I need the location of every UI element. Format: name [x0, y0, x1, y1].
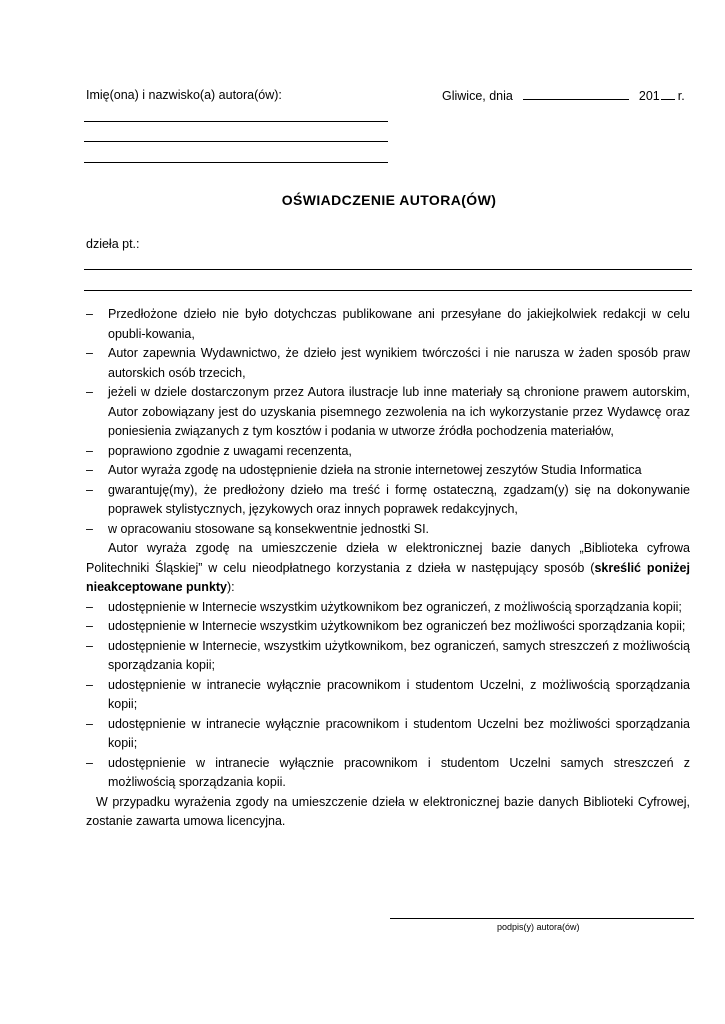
consent-instruction: skreślić poniżej nieakceptowane punkty: [86, 560, 690, 594]
place-date: [442, 88, 685, 103]
license-note: W przypadku wyrażenia zgody na umieszczenie dzieła w elektronicznej bazie danych Biblioteki Cyfrowej, zostanie zawarta umowa licencyjna.: [86, 794, 690, 828]
dash-bullet: –: [86, 307, 93, 321]
statement-item: – poprawiono zgodnie z uwagami recenzenta,: [86, 442, 690, 462]
work-title-line-2[interactable]: [84, 290, 692, 291]
option-item[interactable]: – udostępnienie w intranecie wyłącznie pracownikom i studentom Uczelni samych streszczeń z możliwością sporządzania kopii.: [86, 755, 690, 789]
statement-item: – Autor zapewnia Wydawnictwo, że dzieło jest wynikiem twórczości i nie narusza w żaden sposób praw autorskich osób trzecich,: [86, 346, 690, 380]
dash-bullet: –: [86, 385, 93, 399]
authors-label: Imię(ona) i nazwisko(a) autora(ów):: [86, 88, 282, 102]
work-title-line-1[interactable]: [84, 269, 692, 270]
dash-bullet: –: [86, 521, 93, 536]
dash-bullet: –: [86, 755, 93, 770]
year-prefix: 201: [638, 89, 660, 103]
dash-bullet: –: [86, 638, 93, 653]
author-name-line-3[interactable]: [84, 162, 388, 163]
dash-bullet: –: [86, 346, 93, 360]
option-item[interactable]: – udostępnienie w Internecie wszystkim użytkownikom bez ograniczeń, z możliwością sporządzania kopii;: [86, 598, 690, 618]
dash-bullet: –: [86, 463, 93, 477]
dash-bullet: –: [86, 599, 93, 614]
year-field[interactable]: [661, 88, 675, 100]
dash-bullet: –: [86, 677, 93, 692]
year-suffix: r.: [677, 89, 685, 103]
statement-item: – Przedłożone dzieło nie było dotychczas publikowane ani przesyłane do jakiejkolwiek redakcji w celu opubli-kowania,: [86, 307, 690, 341]
option-item[interactable]: – udostępnienie w intranecie wyłącznie pracownikom i studentom Uczelni, z możliwością sporządzania kopii;: [86, 677, 690, 711]
statement-item: – jeżeli w dziele dostarczonym przez Autora ilustracje lub inne materiały są chronione prawem autorskim, Autor zobowiązany jest do uzyskania pisemnego zezwolenia na ich wykorzystanie przez Wydawcę oraz poniesienia związanych z tym kosztów i podania w utworze źródła pochodzenia materiałów,: [86, 385, 690, 438]
option-item[interactable]: – udostępnienie w Internecie, wszystkim użytkownikom, bez ograniczeń, samych streszczeń z możliwością sporządzania kopii;: [86, 638, 690, 672]
date-field[interactable]: [523, 88, 629, 100]
consent-paragraph: Autor wyraża zgodę na umieszczenie dzieła w elektronicznej bazie danych „Biblioteka cyfrowa Politechniki Śląskiej” w celu nieodpłatnego korzystania z dzieła w następujący sposób (skreślić poniżej nieakceptowane punkty):: [86, 541, 690, 594]
author-name-line-2[interactable]: [84, 141, 388, 142]
dash-bullet: –: [86, 443, 93, 458]
option-item[interactable]: – udostępnienie w intranecie wyłącznie pracownikom i studentom Uczelni bez możliwości sporządzania kopii;: [86, 716, 690, 750]
statement-body: [86, 305, 690, 832]
dash-bullet: –: [86, 716, 93, 731]
place-date-label: Gliwice, dnia: [442, 89, 513, 103]
statement-item: – w opracowaniu stosowane są konsekwentnie jednostki SI.: [86, 520, 690, 540]
dash-bullet: –: [86, 619, 93, 633]
signature-line[interactable]: [390, 918, 694, 919]
statement-item: – Autor wyraża zgodę na udostępnienie dzieła na stronie internetowej zeszytów Studia Informatica: [86, 461, 690, 481]
dash-bullet: –: [86, 482, 93, 497]
signature-label: podpis(y) autora(ów): [497, 922, 580, 932]
option-item[interactable]: – udostępnienie w Internecie wszystkim użytkownikom bez ograniczeń bez możliwości sporządzania kopii;: [86, 617, 690, 637]
document-title: OŚWIADCZENIE AUTORA(ÓW): [281, 192, 497, 208]
statement-item: – gwarantuję(my), że predłożony dzieło ma treść i formę ostateczną, zgadzam(y) się na dokonywanie poprawek stylistycznych, językowych oraz innych poprawek redakcyjnych,: [86, 482, 690, 516]
work-label: dzieła pt.:: [86, 237, 140, 251]
author-name-line-1[interactable]: [84, 121, 388, 122]
